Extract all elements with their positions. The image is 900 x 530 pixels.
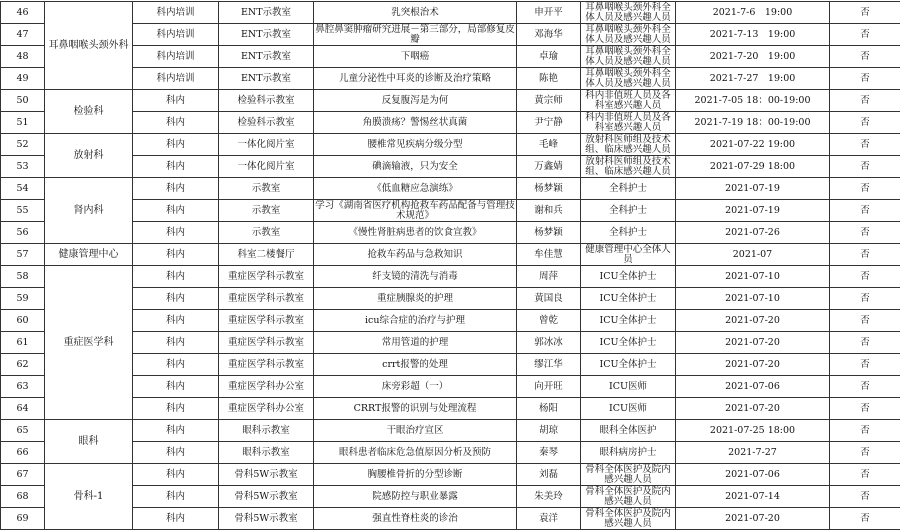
training-type-cell: 科内 <box>133 442 219 464</box>
lecturer-cell: 牟佳慧 <box>517 244 581 266</box>
flag-cell: 否 <box>830 68 900 90</box>
training-type-cell: 科内 <box>133 178 219 200</box>
venue-cell: 示教室 <box>219 200 314 222</box>
flag-cell: 否 <box>830 288 900 310</box>
table-row <box>1 244 900 266</box>
table-row <box>1 24 900 46</box>
audience-cell: 耳鼻咽喉头颈外科全体人员及感兴趣人员 <box>581 24 676 46</box>
table-row <box>1 376 900 398</box>
lecturer-cell: 向开旺 <box>517 376 581 398</box>
time-cell: 2021-7-05 18：00-19:00 <box>676 90 830 112</box>
row-number-cell: 69 <box>1 508 45 530</box>
row-number-cell: 66 <box>1 442 45 464</box>
topic-cell: 纤支镜的清洗与消毒 <box>314 266 517 288</box>
flag-cell: 否 <box>830 2 900 24</box>
training-type-cell: 科内 <box>133 508 219 530</box>
flag-cell: 否 <box>830 178 900 200</box>
time-cell: 2021-07-20 <box>676 508 830 530</box>
topic-cell: 反复腹泻是为何 <box>314 90 517 112</box>
training-type-cell: 科内 <box>133 486 219 508</box>
time-cell: 2021-07-22 19:00 <box>676 134 830 156</box>
audience-cell: 耳鼻咽喉头颈外科全体人员及感兴趣人员 <box>581 68 676 90</box>
time-cell: 2021-7-6 19:00 <box>676 2 830 24</box>
table-row <box>1 420 900 442</box>
audience-cell: 科内非值班人员及各科室感兴趣人员 <box>581 112 676 134</box>
table-row <box>1 134 900 156</box>
topic-cell: 《慢性肾脏病患者的饮食宣教》 <box>314 222 517 244</box>
time-cell: 2021-07-20 <box>676 354 830 376</box>
row-number-cell: 64 <box>1 398 45 420</box>
audience-cell: 骨科全体医护及院内感兴趣人员 <box>581 508 676 530</box>
time-cell: 2021-07-19 <box>676 178 830 200</box>
flag-cell: 否 <box>830 464 900 486</box>
table-row <box>1 398 900 420</box>
table-row <box>1 68 900 90</box>
topic-cell: 《低血糖应急演练》 <box>314 178 517 200</box>
venue-cell: 眼科示教室 <box>219 420 314 442</box>
table-row <box>1 332 900 354</box>
table-row <box>1 178 900 200</box>
time-cell: 2021-07-20 <box>676 310 830 332</box>
training-type-cell: 科内 <box>133 112 219 134</box>
venue-cell: 重症医学科示教室 <box>219 266 314 288</box>
audience-cell: 骨科全体医护及院内感兴趣人员 <box>581 464 676 486</box>
flag-cell: 否 <box>830 46 900 68</box>
audience-cell: 眼科病房护士 <box>581 442 676 464</box>
venue-cell: 重症医学科示教室 <box>219 310 314 332</box>
topic-cell: 学习《湖南省医疗机构抢救车药品配备与管理技术规范》 <box>314 200 517 222</box>
venue-cell: 重症医学科示教室 <box>219 288 314 310</box>
time-cell: 2021-7-27 <box>676 442 830 464</box>
venue-cell: 检验科示教室 <box>219 112 314 134</box>
department-cell: 健康管理中心 <box>45 244 133 266</box>
lecturer-cell: 刘磊 <box>517 464 581 486</box>
topic-cell: 下咽癌 <box>314 46 517 68</box>
flag-cell: 否 <box>830 354 900 376</box>
row-number-cell: 54 <box>1 178 45 200</box>
topic-cell: 常用管道的护理 <box>314 332 517 354</box>
topic-cell: 强直性脊柱炎的诊治 <box>314 508 517 530</box>
training-type-cell: 科内 <box>133 398 219 420</box>
table-row <box>1 90 900 112</box>
time-cell: 2021-07-29 18:00 <box>676 156 830 178</box>
table-row <box>1 442 900 464</box>
venue-cell: ENT示教室 <box>219 46 314 68</box>
lecturer-cell: 杨阳 <box>517 398 581 420</box>
training-type-cell: 科内 <box>133 354 219 376</box>
row-number-cell: 67 <box>1 464 45 486</box>
audience-cell: 健康管理中心全体人员 <box>581 244 676 266</box>
training-type-cell: 科内 <box>133 156 219 178</box>
row-number-cell: 63 <box>1 376 45 398</box>
flag-cell: 否 <box>830 310 900 332</box>
time-cell: 2021-07-10 <box>676 266 830 288</box>
row-number-cell: 53 <box>1 156 45 178</box>
department-cell: 检验科 <box>45 90 133 134</box>
venue-cell: 重症医学科办公室 <box>219 376 314 398</box>
row-number-cell: 68 <box>1 486 45 508</box>
venue-cell: 一体化阅片室 <box>219 134 314 156</box>
row-number-cell: 47 <box>1 24 45 46</box>
flag-cell: 否 <box>830 112 900 134</box>
table-row <box>1 508 900 530</box>
audience-cell: 耳鼻咽喉头颈外科全体人员及感兴趣人员 <box>581 2 676 24</box>
training-type-cell: 科内 <box>133 244 219 266</box>
table-row <box>1 46 900 68</box>
venue-cell: 眼科示教室 <box>219 442 314 464</box>
topic-cell: 抢救车药品与急救知识 <box>314 244 517 266</box>
lecturer-cell: 毛峰 <box>517 134 581 156</box>
lecturer-cell: 谢和兵 <box>517 200 581 222</box>
venue-cell: 骨科5W示教室 <box>219 508 314 530</box>
venue-cell: 重症医学科示教室 <box>219 332 314 354</box>
lecturer-cell: 杨梦颖 <box>517 178 581 200</box>
flag-cell: 否 <box>830 508 900 530</box>
audience-cell: ICU全体护士 <box>581 310 676 332</box>
flag-cell: 否 <box>830 134 900 156</box>
time-cell: 2021-07-26 <box>676 222 830 244</box>
lecturer-cell: 缪江华 <box>517 354 581 376</box>
venue-cell: 检验科示教室 <box>219 90 314 112</box>
lecturer-cell: 朱美玲 <box>517 486 581 508</box>
venue-cell: 重症医学科示教室 <box>219 354 314 376</box>
table-row <box>1 266 900 288</box>
topic-cell: 重症胰腺炎的护理 <box>314 288 517 310</box>
lecturer-cell: 陈艳 <box>517 68 581 90</box>
department-cell: 骨科-1 <box>45 464 133 530</box>
flag-cell: 否 <box>830 244 900 266</box>
row-number-cell: 58 <box>1 266 45 288</box>
flag-cell: 否 <box>830 266 900 288</box>
lecturer-cell: 万鑫婧 <box>517 156 581 178</box>
table-row <box>1 464 900 486</box>
venue-cell: ENT示教室 <box>219 24 314 46</box>
flag-cell: 否 <box>830 442 900 464</box>
row-number-cell: 52 <box>1 134 45 156</box>
flag-cell: 否 <box>830 376 900 398</box>
time-cell: 2021-07-25 18:00 <box>676 420 830 442</box>
audience-cell: 全科护士 <box>581 200 676 222</box>
lecturer-cell: 申开平 <box>517 2 581 24</box>
venue-cell: 示教室 <box>219 178 314 200</box>
table-row <box>1 288 900 310</box>
topic-cell: 腰椎常见疾病分级分型 <box>314 134 517 156</box>
lecturer-cell: 杨梦颖 <box>517 222 581 244</box>
time-cell: 2021-07-20 <box>676 398 830 420</box>
lecturer-cell: 尹宁静 <box>517 112 581 134</box>
training-type-cell: 科内 <box>133 200 219 222</box>
topic-cell: icu综合症的治疗与护理 <box>314 310 517 332</box>
venue-cell: 一体化阅片室 <box>219 156 314 178</box>
venue-cell: 示教室 <box>219 222 314 244</box>
topic-cell: 鼻腔鼻窦肿瘤研究进展－第三部分，局部修复皮瓣 <box>314 24 517 46</box>
row-number-cell: 56 <box>1 222 45 244</box>
time-cell: 2021-07-20 <box>676 332 830 354</box>
venue-cell: ENT示教室 <box>219 68 314 90</box>
audience-cell: ICU医师 <box>581 398 676 420</box>
audience-cell: 全科护士 <box>581 222 676 244</box>
lecturer-cell: 周萍 <box>517 266 581 288</box>
lecturer-cell: 黄国良 <box>517 288 581 310</box>
department-cell: 眼科 <box>45 420 133 464</box>
department-cell: 耳鼻咽喉头颈外科 <box>45 2 133 90</box>
lecturer-cell: 邓海华 <box>517 24 581 46</box>
training-type-cell: 科内 <box>133 310 219 332</box>
topic-cell: 干眼治疗宣区 <box>314 420 517 442</box>
row-number-cell: 48 <box>1 46 45 68</box>
table-row <box>1 2 900 24</box>
training-schedule-table <box>0 1 900 530</box>
training-type-cell: 科内 <box>133 266 219 288</box>
flag-cell: 否 <box>830 24 900 46</box>
audience-cell: 放射科医师组及技术组、临床感兴趣人员 <box>581 156 676 178</box>
audience-cell: 骨科全体医护及院内感兴趣人员 <box>581 486 676 508</box>
training-type-cell: 科内 <box>133 464 219 486</box>
flag-cell: 否 <box>830 200 900 222</box>
flag-cell: 否 <box>830 486 900 508</box>
venue-cell: 科室二楼餐厅 <box>219 244 314 266</box>
venue-cell: ENT示教室 <box>219 2 314 24</box>
audience-cell: 眼科全体医护 <box>581 420 676 442</box>
venue-cell: 重症医学科办公室 <box>219 398 314 420</box>
lecturer-cell: 黄宗师 <box>517 90 581 112</box>
training-type-cell: 科内 <box>133 222 219 244</box>
row-number-cell: 65 <box>1 420 45 442</box>
time-cell: 2021-7-27 19:00 <box>676 68 830 90</box>
time-cell: 2021-07-19 <box>676 200 830 222</box>
row-number-cell: 61 <box>1 332 45 354</box>
time-cell: 2021-7-20 19:00 <box>676 46 830 68</box>
lecturer-cell: 卓瑜 <box>517 46 581 68</box>
training-type-cell: 科内培训 <box>133 2 219 24</box>
table-row <box>1 486 900 508</box>
audience-cell: ICU全体护士 <box>581 332 676 354</box>
row-number-cell: 60 <box>1 310 45 332</box>
time-cell: 2021-07-06 <box>676 464 830 486</box>
topic-cell: 眼科患者临床危急值原因分析及预防 <box>314 442 517 464</box>
training-type-cell: 科内 <box>133 90 219 112</box>
flag-cell: 否 <box>830 420 900 442</box>
audience-cell: 放射科医师组及技术组、临床感兴趣人员 <box>581 134 676 156</box>
topic-cell: 碘滴输液，只为安全 <box>314 156 517 178</box>
training-type-cell: 科内 <box>133 376 219 398</box>
topic-cell: CRRT报警的识别与处理流程 <box>314 398 517 420</box>
audience-cell: ICU全体护士 <box>581 288 676 310</box>
lecturer-cell: 郭冰冰 <box>517 332 581 354</box>
department-cell: 肾内科 <box>45 178 133 244</box>
training-type-cell: 科内培训 <box>133 46 219 68</box>
table-row <box>1 310 900 332</box>
time-cell: 2021-7-13 19:00 <box>676 24 830 46</box>
lecturer-cell: 袁洋 <box>517 508 581 530</box>
row-number-cell: 55 <box>1 200 45 222</box>
flag-cell: 否 <box>830 90 900 112</box>
row-number-cell: 62 <box>1 354 45 376</box>
table-row <box>1 112 900 134</box>
time-cell: 2021-7-19 18：00-19:00 <box>676 112 830 134</box>
training-type-cell: 科内 <box>133 134 219 156</box>
training-type-cell: 科内 <box>133 332 219 354</box>
topic-cell: 院感防控与职业暴露 <box>314 486 517 508</box>
training-type-cell: 科内 <box>133 420 219 442</box>
flag-cell: 否 <box>830 398 900 420</box>
lecturer-cell: 秦琴 <box>517 442 581 464</box>
lecturer-cell: 曾乾 <box>517 310 581 332</box>
table-row <box>1 156 900 178</box>
table-row <box>1 222 900 244</box>
row-number-cell: 59 <box>1 288 45 310</box>
row-number-cell: 49 <box>1 68 45 90</box>
flag-cell: 否 <box>830 332 900 354</box>
training-type-cell: 科内 <box>133 288 219 310</box>
time-cell: 2021-07 <box>676 244 830 266</box>
row-number-cell: 50 <box>1 90 45 112</box>
venue-cell: 骨科5W示教室 <box>219 486 314 508</box>
topic-cell: crrt报警的处理 <box>314 354 517 376</box>
row-number-cell: 51 <box>1 112 45 134</box>
row-number-cell: 57 <box>1 244 45 266</box>
venue-cell: 骨科5W示教室 <box>219 464 314 486</box>
topic-cell: 儿童分泌性中耳炎的诊断及治疗策略 <box>314 68 517 90</box>
topic-cell: 角膜溃疡？警惕丝状真菌 <box>314 112 517 134</box>
table-row <box>1 200 900 222</box>
table-body <box>1 2 900 530</box>
table-row <box>1 354 900 376</box>
training-type-cell: 科内培训 <box>133 68 219 90</box>
audience-cell: 科内非值班人员及各科室感兴趣人员 <box>581 90 676 112</box>
time-cell: 2021-07-06 <box>676 376 830 398</box>
time-cell: 2021-07-10 <box>676 288 830 310</box>
topic-cell: 乳突根治术 <box>314 2 517 24</box>
flag-cell: 否 <box>830 156 900 178</box>
department-cell: 重症医学科 <box>45 266 133 420</box>
topic-cell: 胸腰椎骨折的分型诊断 <box>314 464 517 486</box>
audience-cell: ICU全体护士 <box>581 354 676 376</box>
training-type-cell: 科内培训 <box>133 24 219 46</box>
audience-cell: ICU医师 <box>581 376 676 398</box>
row-number-cell: 46 <box>1 2 45 24</box>
department-cell: 放射科 <box>45 134 133 178</box>
audience-cell: 耳鼻咽喉头颈外科全体人员及感兴趣人员 <box>581 46 676 68</box>
audience-cell: 全科护士 <box>581 178 676 200</box>
lecturer-cell: 胡琼 <box>517 420 581 442</box>
time-cell: 2021-07-14 <box>676 486 830 508</box>
topic-cell: 床旁彩超（一） <box>314 376 517 398</box>
audience-cell: ICU全体护士 <box>581 266 676 288</box>
flag-cell: 否 <box>830 222 900 244</box>
